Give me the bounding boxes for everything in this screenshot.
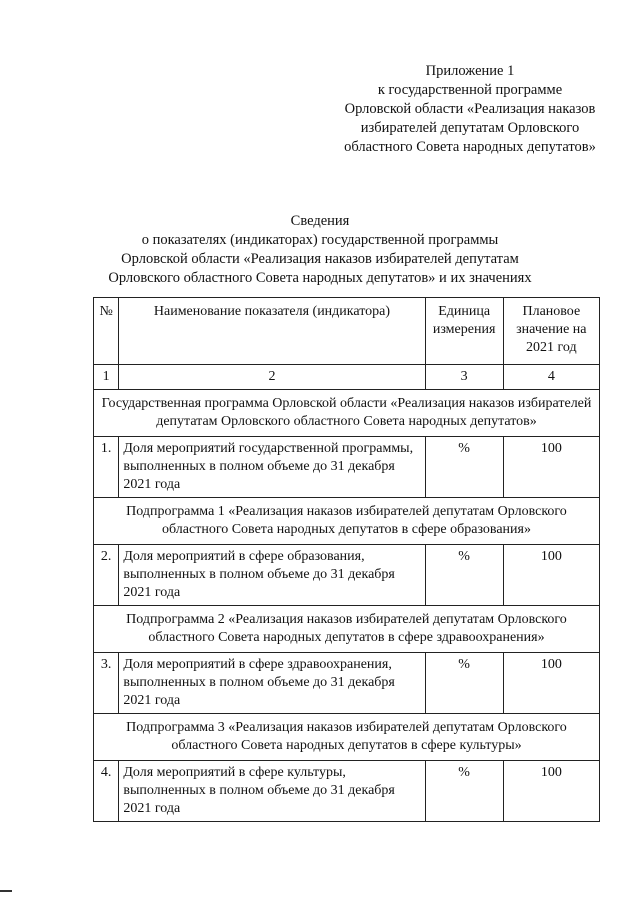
appendix-line: областного Совета народных депутатов»	[344, 139, 596, 155]
row-value: 100	[503, 437, 599, 498]
program-section-row	[94, 390, 600, 437]
row-num: 1.	[94, 437, 119, 498]
column-numbers-row	[94, 365, 600, 390]
document-heading	[80, 212, 560, 288]
appendix-line: Приложение 1	[425, 63, 515, 79]
program-title: Государственная программа Орловской области «Реализация наказов избирателей депутатам Орловского областного Совета народных депутатов»	[94, 390, 600, 437]
heading-line: Сведения	[290, 213, 350, 229]
row-name: Доля мероприятий в сфере здравоохранения, выполненных в полном объеме до 31 декабря 2021 года	[119, 653, 425, 714]
appendix-line: избирателей депутатам Орловского	[360, 120, 580, 136]
header-unit: Единица измерения	[425, 298, 503, 365]
table-row	[94, 437, 600, 498]
subprogram-title: Подпрограмма 1 «Реализация наказов избирателей депутатам Орловского областного Совета народных депутатов в сфере образования»	[94, 498, 600, 545]
row-unit: %	[425, 653, 503, 714]
row-name: Доля мероприятий в сфере образования, выполненных в полном объеме до 31 декабря 2021 года	[119, 545, 425, 606]
header-name: Наименование показателя (индикатора)	[119, 298, 425, 365]
col-number: 2	[119, 365, 425, 390]
row-name: Доля мероприятий государственной программы, выполненных в полном объеме до 31 декабря 2021 года	[119, 437, 425, 498]
subprogram-section-row	[94, 606, 600, 653]
heading-line: о показателях (индикаторах) государственной программы	[141, 232, 499, 248]
row-value: 100	[503, 761, 599, 822]
table-row	[94, 653, 600, 714]
subprogram-section-row	[94, 714, 600, 761]
header-plan: Плановое значение на 2021 год	[503, 298, 599, 365]
row-unit: %	[425, 437, 503, 498]
col-number: 4	[503, 365, 599, 390]
row-name: Доля мероприятий в сфере культуры, выполненных в полном объеме до 31 декабря 2021 года	[119, 761, 425, 822]
subprogram-title: Подпрограмма 2 «Реализация наказов избирателей депутатам Орловского областного Совета народных депутатов в сфере здравоохранения»	[94, 606, 600, 653]
table-header-row	[94, 298, 600, 365]
heading-line: Орловской области «Реализация наказов избирателей депутатам	[121, 251, 519, 267]
subprogram-section-row	[94, 498, 600, 545]
indicators-table	[93, 297, 600, 822]
col-number: 1	[94, 365, 119, 390]
header-num: №	[94, 298, 119, 365]
row-num: 4.	[94, 761, 119, 822]
row-value: 100	[503, 545, 599, 606]
heading-line: Орловского областного Совета народных депутатов» и их значениях	[108, 270, 532, 286]
row-unit: %	[425, 545, 503, 606]
col-number: 3	[425, 365, 503, 390]
row-value: 100	[503, 653, 599, 714]
row-unit: %	[425, 761, 503, 822]
appendix-line: Орловской области «Реализация наказов	[344, 101, 596, 117]
row-num: 2.	[94, 545, 119, 606]
table-row	[94, 545, 600, 606]
page-edge-mark	[0, 890, 12, 892]
row-num: 3.	[94, 653, 119, 714]
appendix-line: к государственной программе	[377, 82, 563, 98]
appendix-block	[320, 62, 620, 157]
subprogram-title: Подпрограмма 3 «Реализация наказов избирателей депутатам Орловского областного Совета народных депутатов в сфере культуры»	[94, 714, 600, 761]
table-row	[94, 761, 600, 822]
